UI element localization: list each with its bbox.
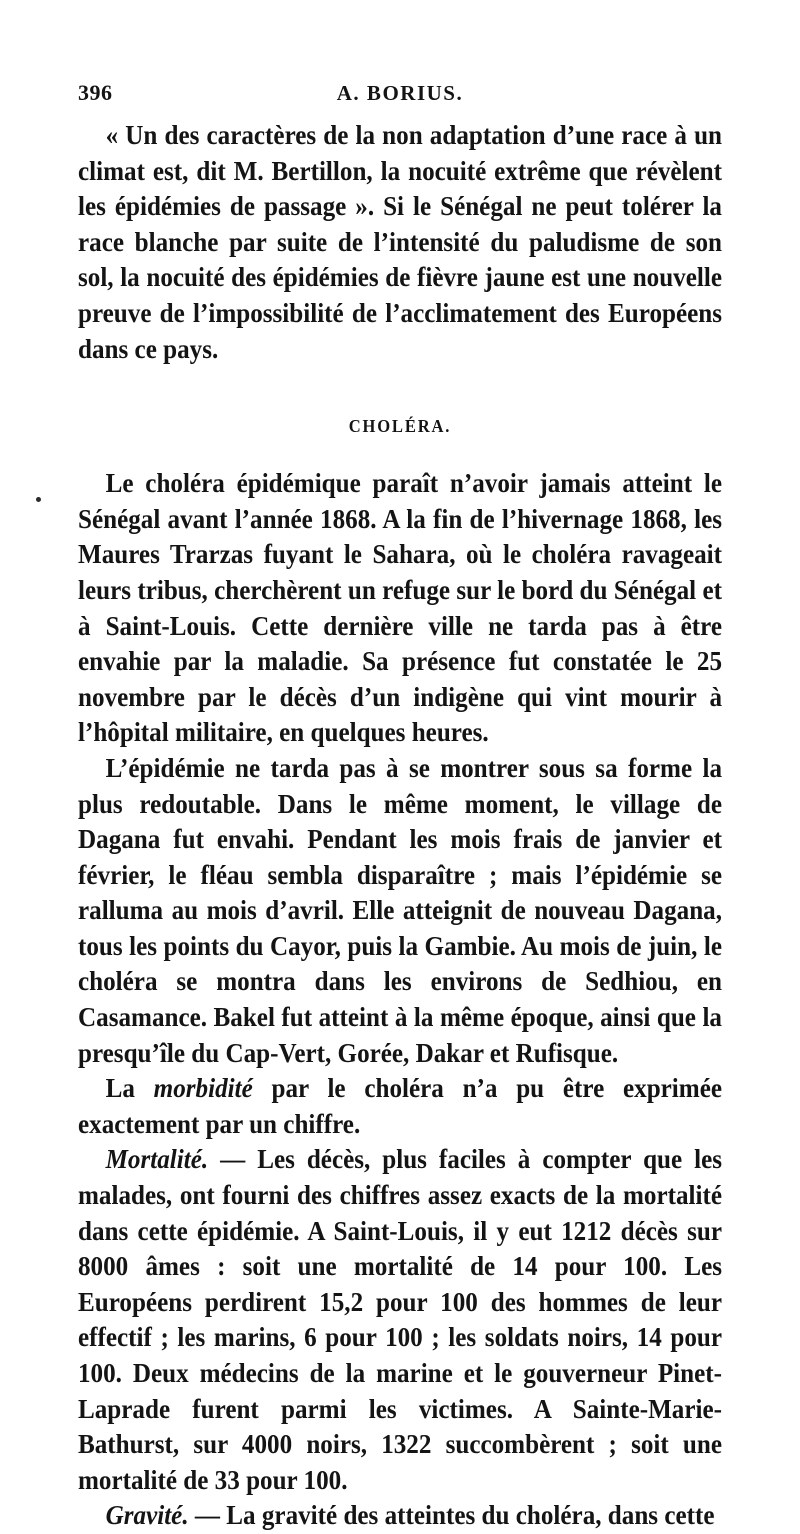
lead-word: La <box>105 1073 135 1104</box>
term-morbidity: morbidité <box>153 1073 253 1104</box>
term-gravity: Gravité. <box>105 1500 189 1531</box>
paragraph-gravity <box>78 1498 722 1534</box>
paragraph-epidemic-spread: L’épidémie ne tarda pas à se montrer sous sa forme la plus redoutable. Dans le même moment, le village de Dagana fut envahi. Pendant les mois frais de janvier et février, le fléau sembla disparaître ; mais l’épidémie se ralluma au mois d’avril. Elle atteignit de nouveau Dagana, tous les points du Cayor, puis la Gambie. Au mois de juin, le choléra se montra dans les environs de Sedhiou, en Casamance. Bakel fut atteint à la même époque, ainsi que la presqu’île du Cap-Vert, Gorée, Dakar et Rufisque. <box>78 752 723 1068</box>
morbidity-text: par le choléra n’a pu être exprimée exactement par un chiffre. <box>78 1073 722 1139</box>
paragraph-quote-bertillon: « Un des caractères de la non adaptation d’une race à un climat est, dit M. Bertillon, la nocuité extrême que révèlent les épidémies de passage ». Si le Sénégal ne peut tolérer la race blanche par suite de l’intensité du paludisme de son sol, la nocuité des épidémies de fièvre jaune est une nouvelle preuve de l’impossibilité de l’acclimatement des Européens dans ce pays. <box>78 120 723 364</box>
margin-bullet-mark <box>36 497 41 502</box>
paragraph-morbidity <box>78 1071 722 1142</box>
running-head: A. BORIUS. <box>336 81 464 105</box>
gravity-text: — La gravité des atteintes du choléra, dans cette <box>194 1500 715 1531</box>
term-mortality: Mortalité. <box>105 1144 209 1175</box>
page-body <box>78 118 722 1534</box>
section-heading-cholera: CHOLÉRA. <box>348 416 452 437</box>
paragraph-cholera-origin: Le choléra épidémique paraît n’avoir jamais atteint le Sénégal avant l’année 1868. A la fin de l’hivernage 1868, les Maures Trarzas fuyant le Sahara, où le choléra ravageait leurs tribus, cherchèrent un refuge sur le bord du Sénégal et à Saint-Louis. Cette dernière ville ne tarda pas à être envahie par la maladie. Sa présence fut constatée le 25 novembre par le décès d’un indigène qui vint mourir à l’hôpital militaire, en quelques heures. <box>78 468 723 748</box>
mortality-text: — Les décès, plus faciles à compter que les malades, ont fourni des chiffres assez exacts de la mortalité dans cette épidémie. A Saint-Louis, il y eut 1212 décès sur 8000 âmes : soit une mortalité de 14 pour 100. Les Européens perdirent 15,2 pour 100 des hommes de leur effectif ; les marins, 6 pour 100 ; les soldats noirs, 14 pour 100. Deux médecins de la marine et le gouverneur Pinet-Laprade furent parmi les victimes. A Sainte-Marie-Bathurst, sur 4000 noirs, 1322 succombèrent ; soit une mortalité de 33 pour 100. <box>78 1144 723 1495</box>
paragraph-mortality <box>78 1142 722 1498</box>
page-number: 396 <box>78 80 113 105</box>
